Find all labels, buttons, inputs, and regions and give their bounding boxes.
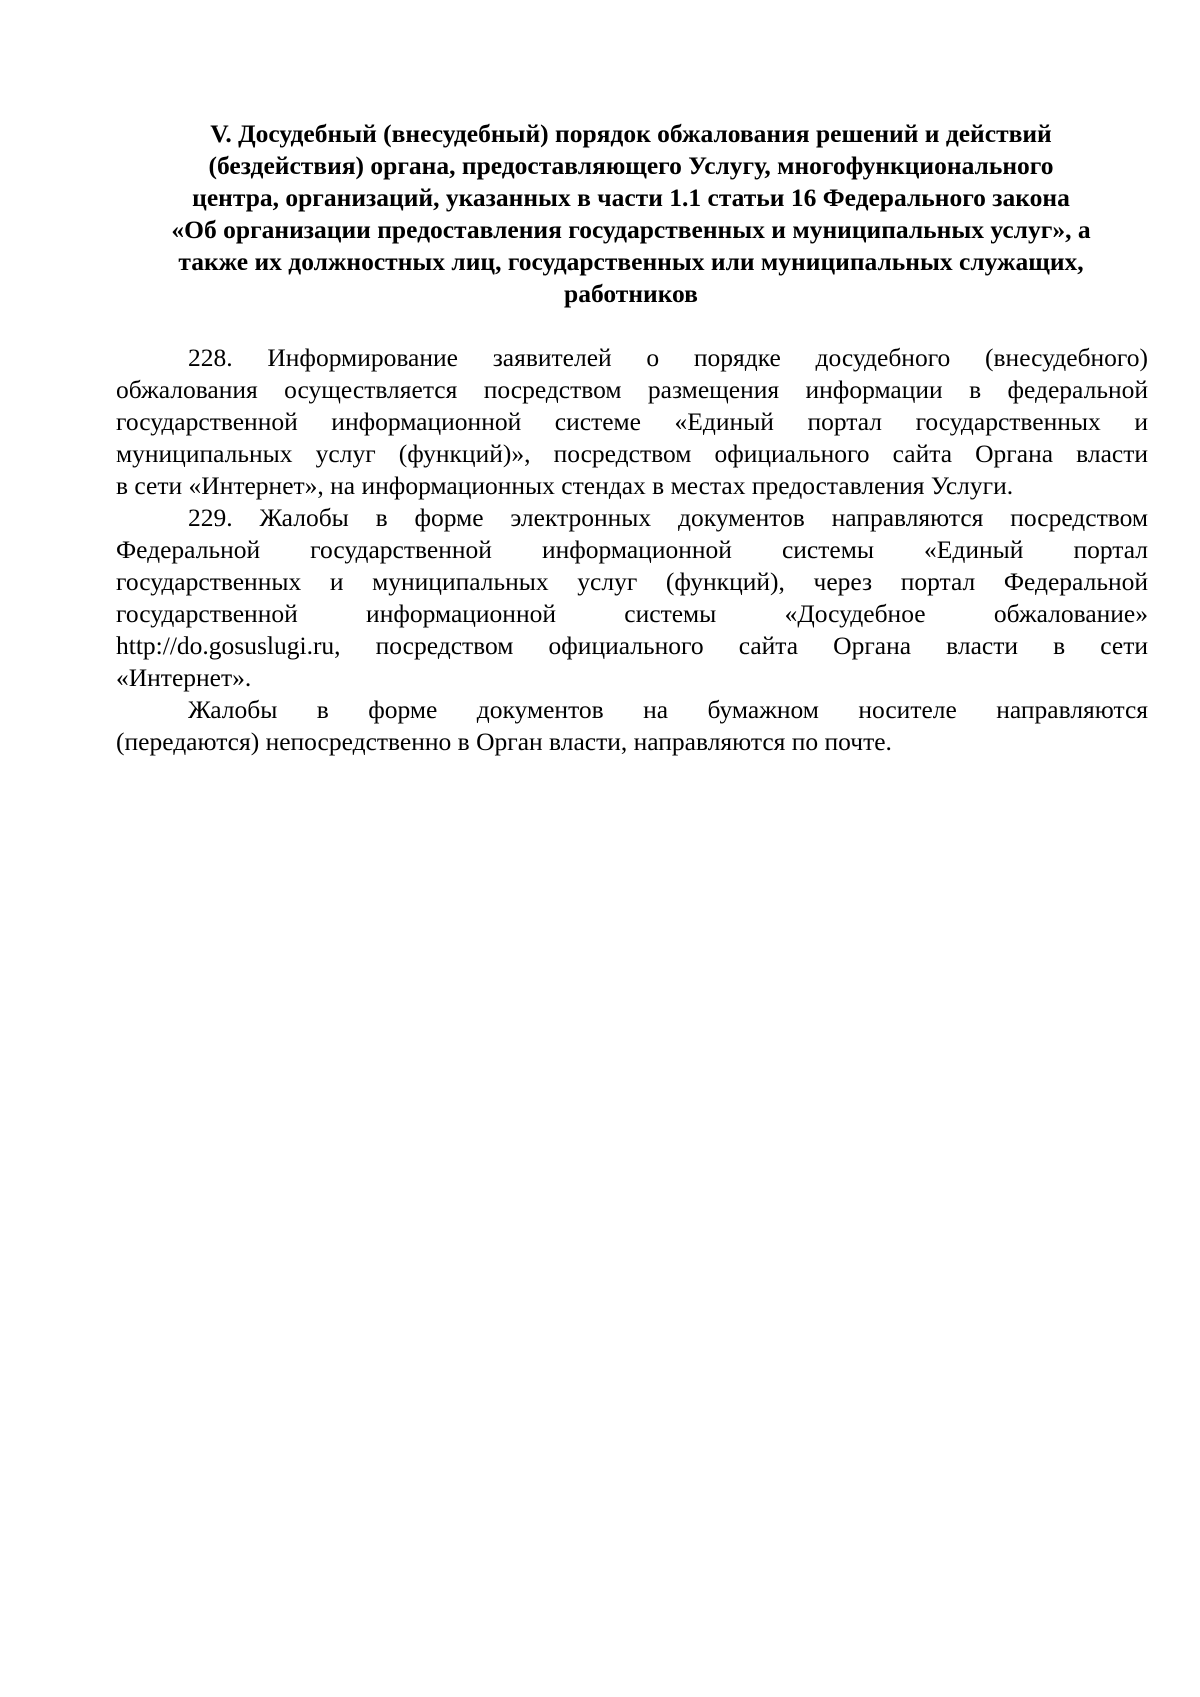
section-title <box>112 118 1150 310</box>
paragraph-line: обжалования осуществляется посредством размещения информации в федеральной <box>116 375 1148 404</box>
paragraph-line: http://do.gosuslugi.ru, посредством официального сайта Органа власти в сети <box>116 631 1148 660</box>
title-line: «Об организации предоставления государственных и муниципальных услуг», а <box>171 215 1091 244</box>
paragraph-paper-complaints <box>116 694 1148 758</box>
paragraph-line: 229. Жалобы в форме электронных документов направляются посредством <box>188 503 1148 532</box>
title-line: работников <box>564 279 698 308</box>
paragraph-line: государственной информационной системы «Досудебное обжалование» <box>116 599 1148 628</box>
paragraph-line: (передаются) непосредственно в Орган власти, направляются по почте. <box>116 727 892 756</box>
paragraph-228 <box>116 342 1148 502</box>
paragraph-line: государственных и муниципальных услуг (функций), через портал Федеральной <box>116 567 1148 596</box>
paragraph-line: Федеральной государственной информационной системы «Единый портал <box>116 535 1148 564</box>
paragraph-line: 228. Информирование заявителей о порядке досудебного (внесудебного) <box>188 343 1148 372</box>
title-line: центра, организаций, указанных в части 1.1 статьи 16 Федерального закона <box>192 183 1070 212</box>
paragraph-line: «Интернет». <box>116 663 252 692</box>
document-body <box>116 342 1148 758</box>
title-line: V. Досудебный (внесудебный) порядок обжалования решений и действий <box>210 119 1052 148</box>
paragraph-line: государственной информационной системе «Единый портал государственных и <box>116 407 1148 436</box>
paragraph-229 <box>116 502 1148 694</box>
paragraph-line: в сети «Интернет», на информационных стендах в местах предоставления Услуги. <box>116 471 1014 500</box>
title-line: (бездействия) органа, предоставляющего Услугу, многофункционального <box>208 151 1054 180</box>
paragraph-line: Жалобы в форме документов на бумажном носителе направляются <box>188 695 1148 724</box>
title-line: также их должностных лиц, государственных или муниципальных служащих, <box>178 247 1084 276</box>
paragraph-line: муниципальных услуг (функций)», посредством официального сайта Органа власти <box>116 439 1148 468</box>
